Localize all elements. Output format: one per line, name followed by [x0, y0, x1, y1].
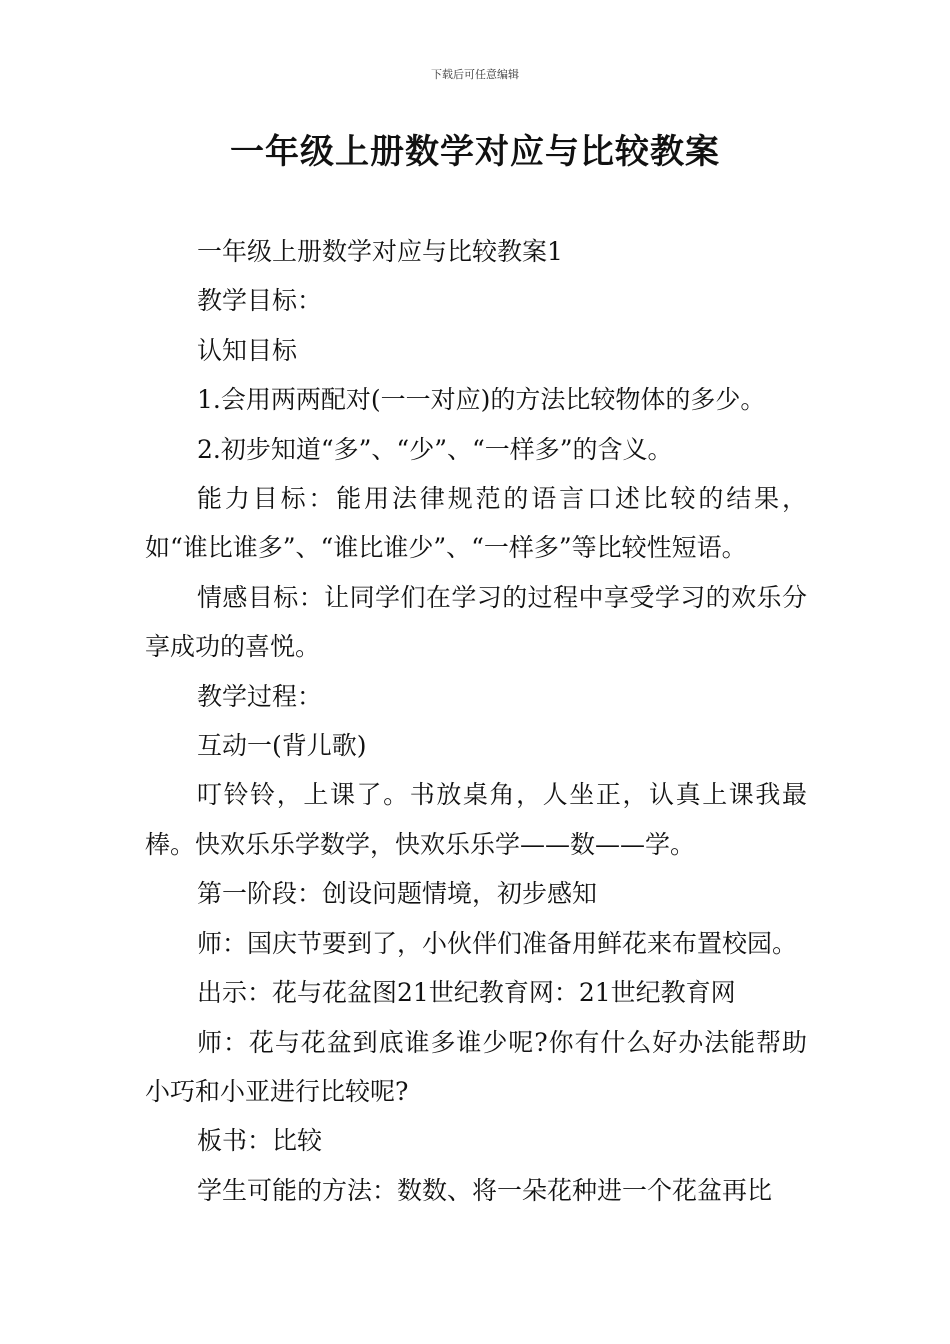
paragraph: 师：花与花盆到底谁多谁少呢?你有什么好办法能帮助小巧和小亚进行比较呢?	[145, 1027, 807, 1106]
paragraph: 互动一(背儿歌)	[197, 731, 367, 761]
header-note: 下载后可任意编辑	[431, 68, 519, 81]
paragraph: 情感目标：让同学们在学习的过程中享受学习的欢乐分享成功的喜悦。	[145, 582, 807, 662]
paragraph: 学生可能的方法：数数、将一朵花种进一个花盆再比	[197, 1175, 773, 1205]
paragraph: 第一阶段：创设问题情境，初步感知	[197, 879, 598, 909]
paragraph: 教学目标：	[197, 286, 323, 316]
document-title: 一年级上册数学对应与比较教案	[230, 132, 720, 172]
paragraph: 出示：花与花盆图21世纪教育网：21世纪教育网	[197, 978, 736, 1008]
paragraph: 叮铃铃，上课了。书放桌角，人坐正，认真上课我最棒。快欢乐乐学数学，快欢乐乐学——数——学。	[145, 780, 807, 859]
paragraph: 师：国庆节要到了，小伙伴们准备用鲜花来布置校园。	[197, 928, 798, 958]
section-heading: 一年级上册数学对应与比较教案1	[197, 237, 563, 266]
paragraph: 板书：比较	[197, 1126, 323, 1156]
paragraph: 认知目标	[197, 335, 298, 365]
paragraph: 2.初步知道“多”、“少”、“一样多”的含义。	[197, 434, 673, 464]
paragraph: 1.会用两两配对(一一对应)的方法比较物体的多少。	[197, 385, 766, 415]
paragraph: 能力目标：能用法律规范的语言口述比较的结果，如“谁比谁多”、“谁比谁少”、“一样多”等比较性短语。	[145, 484, 807, 563]
document-body	[145, 227, 807, 1215]
paragraph: 教学过程：	[197, 681, 323, 711]
